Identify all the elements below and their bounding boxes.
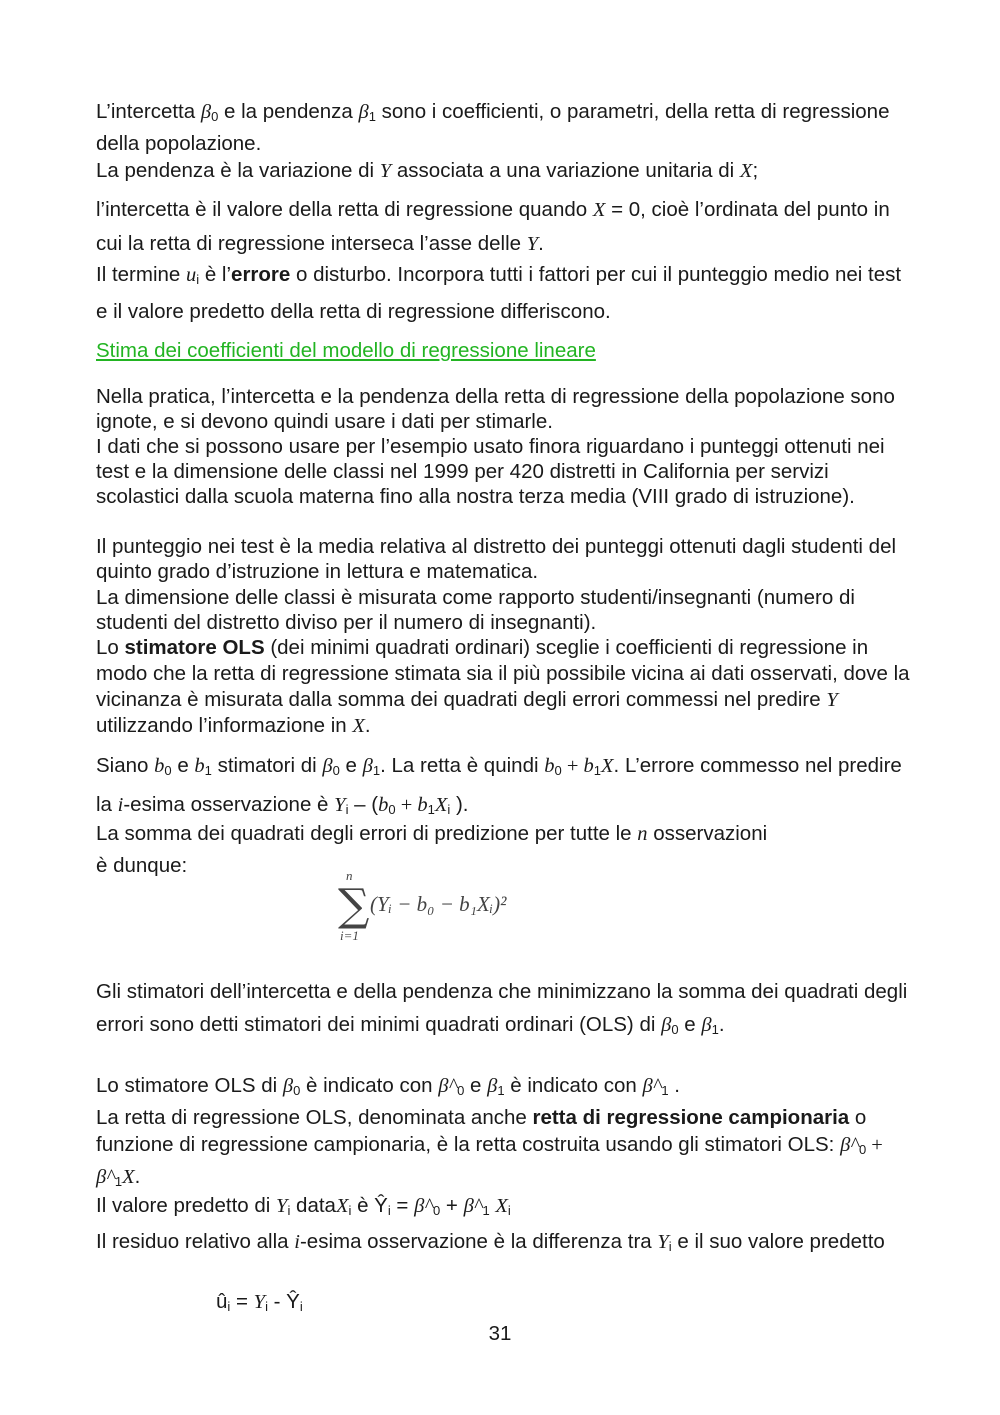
residual-formula (216, 1289, 516, 1319)
subscript: i (227, 1299, 231, 1314)
beta-symbol: β (661, 1014, 672, 1036)
plus-sign: + (561, 755, 584, 777)
subscript: i (265, 1299, 268, 1314)
text: l’intercetta è il valore della retta di regressione quando (96, 198, 593, 221)
paragraph-ols-notation (96, 1073, 916, 1103)
subscript: 1 (711, 1022, 719, 1037)
beta-hat-symbol: β^ (463, 1195, 483, 1217)
text: sono i coefficienti, o parametri, della retta di regressione della popolazione. (96, 100, 890, 155)
paragraph-slope-definition (96, 158, 916, 184)
subscript: i (668, 1239, 672, 1254)
text: o funzione di regressione campionaria, è la retta costruita usando gli stimatori OLS: (96, 1106, 867, 1156)
text: = (230, 1290, 254, 1313)
var-i: i (294, 1231, 300, 1253)
bold-text: stimatore OLS (124, 636, 265, 659)
subscript: 1 (372, 763, 381, 778)
body-paragraph: Nella pratica, l’intercetta e la pendenza della retta di regressione della popolazione sono ignote, e si devono quindi usare i dati per stimarle. (96, 385, 895, 433)
text: e (339, 754, 363, 777)
subscript: 1 (593, 763, 602, 778)
text: . (718, 1013, 725, 1036)
text: La pendenza è la variazione di (96, 159, 380, 182)
subscript: 0 (554, 763, 562, 778)
var-i: i (117, 794, 124, 816)
text: Il residuo relativo alla (96, 1230, 295, 1253)
paragraph-predicted-value (96, 1193, 916, 1223)
subscript: 0 (164, 763, 172, 778)
body-paragraph: Il punteggio nei test è la media relativa al distretto dei punteggi ottenuti dagli studenti del quinto grado d’istruzione in lettura e matematica. (96, 535, 897, 583)
var-y: Y (526, 233, 539, 255)
beta-symbol: β (200, 101, 212, 123)
var-u: u (186, 264, 197, 286)
subscript: i (387, 1203, 391, 1218)
text: -esima osservazione è la differenza tra (299, 1230, 658, 1253)
var-b: b (583, 755, 594, 777)
beta-hat-symbol: β^ (840, 1134, 859, 1156)
var-n: n (637, 823, 648, 845)
subscript: i (447, 802, 451, 817)
subscript: 1 (661, 1083, 669, 1098)
var-y: Y (253, 1291, 266, 1313)
text: o disturbo. Incorpora tutti i fattori per cui il punteggio medio nei test e il valore predetto della retta di regressione differiscono. (96, 263, 902, 323)
subscript: 0 (293, 1083, 301, 1098)
text: ). (450, 793, 469, 816)
var-x: X (335, 1195, 349, 1217)
var-x: X (434, 794, 448, 816)
subscript: 1 (368, 109, 376, 124)
beta-symbol: β (322, 755, 333, 777)
subscript: 1 (482, 1203, 490, 1218)
text: . (538, 232, 544, 255)
sum-upper-limit: n (346, 868, 353, 883)
var-b: b (417, 794, 428, 816)
var-b: b (194, 755, 205, 777)
var-y: Y (379, 160, 392, 182)
text: . (364, 714, 371, 737)
text: - Ŷ (267, 1290, 300, 1313)
subscript: 1 (204, 763, 212, 778)
subscript: i (287, 1203, 291, 1218)
subscript: 0 (388, 802, 396, 817)
subscript: i (348, 1203, 352, 1218)
subscript: 0 (858, 1142, 867, 1157)
sum-of-squares-formula (328, 866, 568, 946)
text: è Ŷ (351, 1194, 388, 1217)
text: Il termine (96, 263, 186, 286)
text: L’intercetta (96, 100, 201, 123)
page-number: 31 (488, 1322, 512, 1345)
subscript: i (507, 1203, 511, 1218)
text: è indicato con (300, 1074, 439, 1097)
text: e il suo valore predetto (671, 1230, 885, 1253)
var-x: X (352, 715, 365, 737)
var-y: Y (334, 794, 346, 816)
var-y: Y (826, 689, 838, 711)
beta-symbol: β (487, 1075, 498, 1097)
text: e (464, 1074, 488, 1097)
text: e (678, 1013, 702, 1036)
text: . L’errore commesso nel predire la (96, 754, 902, 816)
text: data (290, 1194, 336, 1217)
text: utilizzando l’informazione in (96, 714, 353, 737)
var-y: Y (276, 1195, 288, 1217)
subscript: i (196, 272, 200, 287)
paragraph-estimators (96, 749, 916, 827)
text: e la pendenza (218, 100, 359, 123)
text: Lo stimatore OLS di (96, 1074, 283, 1097)
subscript: 1 (427, 802, 435, 817)
plus-sign: + (866, 1134, 883, 1156)
text: . (668, 1074, 680, 1097)
beta-symbol: β (358, 101, 369, 123)
paragraph-sample-regression-line (96, 1104, 916, 1195)
text: è indicato con (504, 1074, 643, 1097)
text: ; (752, 159, 759, 182)
subscript: i (299, 1299, 303, 1314)
bold-text: retta di regressione campionaria (532, 1106, 850, 1129)
beta-hat-symbol: β^ (414, 1195, 433, 1217)
section-heading: Stima dei coefficienti del modello di regressione lineare (96, 339, 596, 362)
text: -esima osservazione è (123, 793, 335, 816)
subscript: 0 (332, 763, 340, 778)
beta-symbol: β (362, 755, 373, 777)
text: = 0, cioè l’ordinata del punto in cui la retta di regressione interseca l’asse delle (96, 198, 890, 255)
subscript: 0 (671, 1022, 679, 1037)
bold-text: errore (231, 263, 291, 286)
paragraph-error-term (96, 259, 916, 328)
sum-body: (Yᵢ − b₀ − b₁Xᵢ)² (370, 892, 507, 916)
text: = (390, 1194, 415, 1217)
plus-sign: + (395, 794, 418, 816)
body-paragraph: La dimensione delle classi è misurata come rapporto studenti/insegnanti (numero di studenti del distretto diviso per il numero di insegnanti). (96, 586, 855, 634)
paragraph-intercept-slope (96, 98, 916, 157)
paragraph-ols-estimator (96, 635, 916, 739)
text: è dunque: (96, 854, 188, 877)
beta-hat-symbol: β^ (438, 1075, 458, 1097)
var-x: X (601, 755, 614, 777)
beta-symbol: β (701, 1014, 712, 1036)
text: . La retta è quindi (380, 754, 545, 777)
subscript: 1 (114, 1174, 123, 1189)
text: osservazioni (647, 822, 768, 845)
subscript: 0 (432, 1203, 441, 1218)
var-x: X (739, 160, 753, 182)
paragraph-ols-minimizers (96, 975, 916, 1046)
paragraph-residual (96, 1227, 916, 1262)
var-y: Y (657, 1231, 669, 1253)
body-paragraph: I dati che si possono usare per l’esempio usato finora riguardano i punteggi ottenuti nei test e la dimensione delle classi nel 1999 per 420 distretti in California per servizi scolastici dalla scuola materna fino alla nostra terza media (VIII grado di istruzione). (96, 435, 885, 508)
beta-hat-symbol: β^ (642, 1075, 662, 1097)
text: La retta di regressione OLS, denominata anche (96, 1106, 533, 1129)
text: (dei minimi quadrati ordinari) sceglie i coefficienti di regressione in modo che la retta di regressione stimata sia il più possibile vicina ai dati osservati, dove la vicinanza è misurata dalla somma dei quadrati degli errori commessi nel predire (96, 636, 910, 711)
var-b: b (544, 755, 555, 777)
paragraph-intercept-definition (96, 193, 916, 261)
text: . (134, 1165, 141, 1188)
sum-lower-limit: i=1 (340, 928, 359, 943)
text: Lo (96, 636, 125, 659)
text: Siano (96, 754, 155, 777)
text: La somma dei quadrati degli errori di predizione per tutte le (96, 822, 638, 845)
var-b: b (378, 794, 389, 816)
var-x: X (495, 1195, 508, 1217)
text: e (171, 754, 195, 777)
text: + (440, 1194, 464, 1217)
text: Gli stimatori dell’intercetta e della pendenza che minimizzano la somma dei quadrati degli errori sono detti stimatori dei minimi quadrati ordinari (OLS) di (96, 980, 908, 1036)
var-x: X (592, 199, 606, 221)
beta-symbol: β (282, 1075, 294, 1097)
text: û (216, 1290, 228, 1313)
var-b: b (154, 755, 165, 777)
text: Il valore predetto di (96, 1194, 277, 1217)
var-x: X (122, 1166, 135, 1188)
text: associata a una variazione unitaria di (391, 159, 740, 182)
subscript: i (345, 802, 349, 817)
text: stimatori di (211, 754, 323, 777)
subscript: 0 (211, 109, 219, 124)
text: è l’ (199, 263, 232, 286)
text: – ( (348, 793, 379, 816)
beta-hat-symbol: β^ (96, 1166, 115, 1188)
subscript: 1 (497, 1083, 505, 1098)
sigma-symbol: ∑ (338, 880, 370, 931)
subscript: 0 (457, 1083, 465, 1098)
